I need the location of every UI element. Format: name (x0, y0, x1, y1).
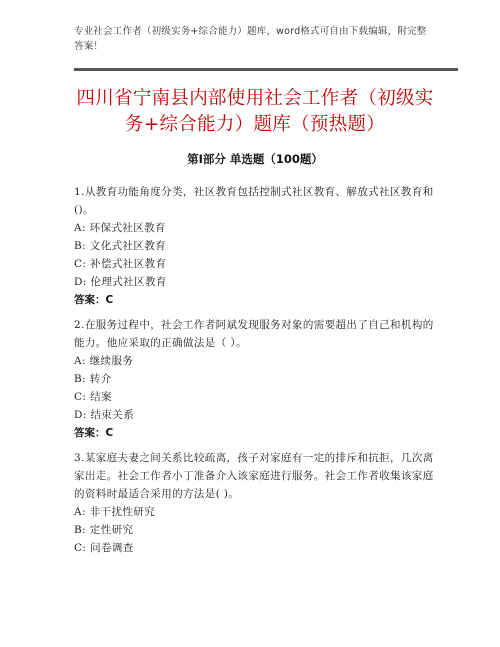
question-stem: 1.从教育功能角度分类，社区教育包括控制式社区教育、解放式社区教育和()。 (74, 186, 434, 216)
option-d: D: 结束关系 (74, 409, 135, 421)
option-a: A: 非干扰性研究 (74, 506, 156, 518)
option-b: B: 定性研究 (74, 524, 134, 536)
option-c: C: 补偿式社区教育 (74, 258, 167, 270)
document-title: 四川省宁南县内部使用社会工作者（初级实务+综合能力）题库（预热题） (76, 88, 434, 135)
question-list (74, 183, 434, 564)
option-a: A: 继续服务 (74, 355, 134, 367)
question-2 (74, 316, 434, 442)
option-c: C: 结案 (74, 391, 112, 403)
answer-label: 答案：C (74, 294, 114, 306)
header-divider (74, 68, 458, 71)
question-stem: 3.某家庭夫妻之间关系比较疏离，孩子对家庭有一定的排斥和抗拒，几次离家出走。社会工作者小丁准备介入该家庭进行服务。社会工作者收集该家庭的资料时最适合采用的方法是( )。 (74, 452, 434, 500)
option-c: C: 问卷调查 (74, 542, 134, 554)
question-3 (74, 449, 434, 557)
option-b: B: 文化式社区教育 (74, 240, 167, 252)
section-title: 第Ⅰ部分 单选题（100题） (187, 152, 323, 166)
option-a: A: 环保式社区教育 (74, 222, 166, 234)
question-stem: 2.在服务过程中，社会工作者阿斌发现服务对象的需要超出了自己和机构的能力。他应采取的正确做法是（ ）。 (74, 319, 434, 349)
option-d: D: 伦理式社区教育 (74, 276, 167, 288)
answer-label: 答案：C (74, 427, 114, 439)
option-b: B: 转介 (74, 373, 112, 385)
question-1 (74, 183, 434, 309)
header-note: 专业社会工作者（初级实务+综合能力）题库，word格式可自由下载编辑，附完整答案！ (74, 26, 427, 52)
